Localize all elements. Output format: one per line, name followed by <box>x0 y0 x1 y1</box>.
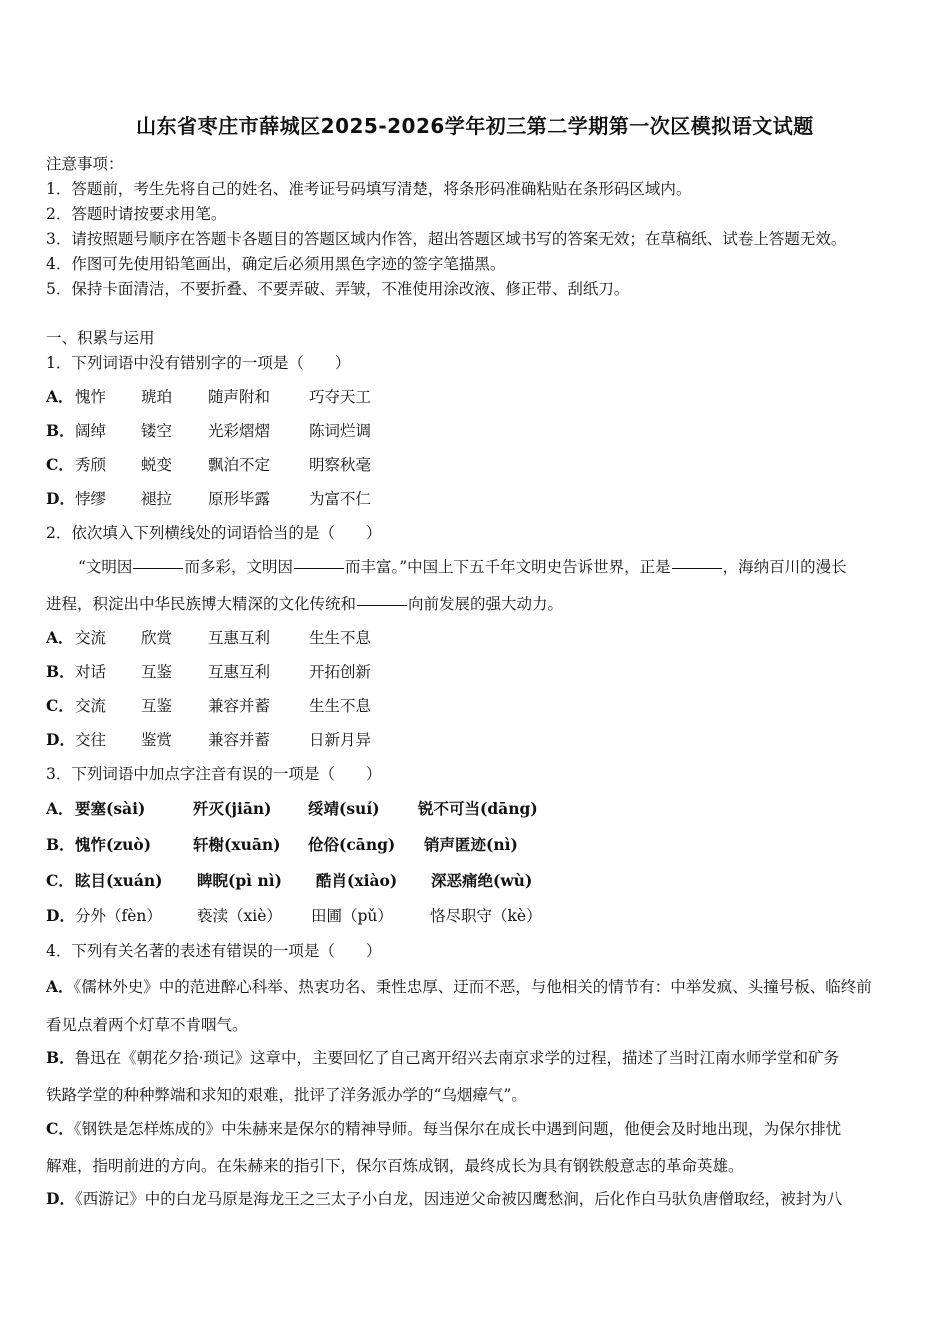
section-heading: 一、积累与运用 <box>46 329 155 347</box>
option-word: 互鉴 <box>141 663 173 681</box>
option-label: D． <box>46 906 75 925</box>
option-word: 分外（fèn） <box>75 907 162 925</box>
option-word: 原形毕露 <box>208 490 271 508</box>
option-word: 交流 <box>75 697 107 715</box>
option-word: 睥睨(pì nì) <box>197 871 282 890</box>
notice-item: 4．作图可先使用铅笔画出，确定后必须用黑色字迹的签字笔描黑。 <box>46 255 506 273</box>
fill-blank <box>672 567 722 569</box>
passage-text: 进程，积淀出中华民族博大精深的文化传统和 <box>46 595 357 613</box>
option-text: 鲁迅在《朝花夕拾·琐记》这章中，主要回忆了自己离开绍兴去南京求学的过程，描述了当时江南水师学堂和矿务 <box>74 1049 840 1067</box>
option-label: B． <box>46 662 75 681</box>
option-word: 深恶痛绝(wù) <box>431 871 533 890</box>
option-word: 亵渎（xiè） <box>197 907 282 925</box>
option-label: A． <box>46 799 74 818</box>
option-word: 愧怍(zuò) <box>75 835 152 854</box>
option-word: 飘泊不定 <box>208 456 271 474</box>
option-word: 秀颀 <box>75 456 107 474</box>
option-word: 互鉴 <box>141 697 173 715</box>
option-word: 兼容并蓄 <box>208 697 271 715</box>
option-text: 《西游记》中的白龙马原是海龙王之三太子小白龙，因违逆父命被囚鹰愁涧，后化作白马驮负唐僧取经，被封为八 <box>74 1190 843 1208</box>
option-word: 褪拉 <box>141 490 173 508</box>
option-word: 轩榭(xuān) <box>193 835 281 854</box>
option-word: 锐不可当(dāng) <box>418 799 538 818</box>
notice-heading: 注意事项： <box>46 155 124 173</box>
option-word: 阔绰 <box>75 422 107 440</box>
fill-blank <box>133 567 183 569</box>
option-word: 琥珀 <box>141 388 173 406</box>
option-word: 日新月异 <box>309 731 372 749</box>
option-word: 悖缪 <box>75 490 107 508</box>
notice-item: 5．保持卡面清洁，不要折叠、不要弄破、弄皱，不准使用涂改液、修正带、刮纸刀。 <box>46 280 630 298</box>
option-word: 为富不仁 <box>309 490 372 508</box>
option-word: 对话 <box>75 663 107 681</box>
option-word: 伧俗(cāng) <box>308 835 396 854</box>
option-word: 蜕变 <box>141 456 173 474</box>
notice-item: 2．答题时请按要求用笔。 <box>46 205 227 223</box>
option-word: 明察秋毫 <box>309 456 372 474</box>
option-word: 互惠互利 <box>208 629 271 647</box>
question-3-stem: 3．下列词语中加点字注音有误的一项是（ ） <box>46 765 382 783</box>
fill-blank <box>294 567 344 569</box>
q4-option-a-line-1 <box>46 975 872 997</box>
option-label: C． <box>46 455 74 474</box>
option-label: A． <box>46 387 74 406</box>
option-label: C． <box>46 871 74 890</box>
exam-title: 山东省枣庄市薛城区2025-2026学年初三第二学期第一次区模拟语文试题 <box>136 114 814 138</box>
option-word: 眩目(xuán) <box>75 871 163 890</box>
notice-item: 1．答题前，考生先将自己的姓名、准考证号码填写清楚，将条形码准确粘贴在条形码区域内。 <box>46 180 692 198</box>
option-word: 要塞(sài) <box>75 799 146 818</box>
option-text: 《钢铁是怎样炼成的》中朱赫来是保尔的精神导师。每当保尔在成长中遇到问题，他便会及时地出现，为保尔排忧 <box>73 1120 842 1138</box>
passage-text: 向前发展的强大动力。 <box>408 595 564 613</box>
passage-text: 而丰富。”中国上下五千年文明史告诉世界，正是 <box>344 558 671 576</box>
option-word: 生生不息 <box>309 697 372 715</box>
option-word: 光彩熠熠 <box>208 422 271 440</box>
option-word: 歼灭(jiān) <box>193 799 272 818</box>
option-word: 田圃（pǔ） <box>311 907 393 925</box>
question-2-stem: 2．依次填入下列横线处的词语恰当的是（ ） <box>46 524 382 542</box>
option-label: B． <box>46 1048 75 1067</box>
option-word: 酷肖(xiào) <box>316 871 398 890</box>
option-label: B． <box>46 421 75 440</box>
q4-option-c-line-2: 解难，指明前进的方向。在朱赫来的指引下，保尔百炼成钢，最终成长为具有钢铁般意志的革命英雄。 <box>46 1157 744 1175</box>
option-word: 恪尽职守（kè） <box>430 907 542 925</box>
option-word: 生生不息 <box>309 629 372 647</box>
option-word: 绥靖(suí) <box>308 799 380 818</box>
q2-passage-line-1 <box>78 555 906 577</box>
option-word: 欣赏 <box>141 629 173 647</box>
q4-option-a-line-2: 看见点着两个灯草不肯咽气。 <box>46 1016 248 1034</box>
option-text: 《儒林外史》中的范进醉心科举、热衷功名、秉性忠厚、迂而不恶，与他相关的情节有：中举发疯、头撞号板、临终前 <box>73 978 872 996</box>
option-label: A． <box>46 628 74 647</box>
q2-passage-line-2 <box>46 592 563 614</box>
q4-option-d-line-1 <box>46 1187 842 1209</box>
question-4-stem: 4．下列有关名著的表述有错误的一项是（ ） <box>46 942 382 960</box>
passage-text: “文明因 <box>78 558 133 576</box>
option-label: C． <box>46 1119 74 1138</box>
option-word: 陈词烂调 <box>309 422 372 440</box>
notice-item: 3．请按照题号顺序在答题卡各题目的答题区域内作答，超出答题区域书写的答案无效；在草稿纸、试卷上答题无效。 <box>46 230 847 248</box>
q4-option-c-line-1 <box>46 1117 841 1139</box>
option-word: 随声附和 <box>208 388 271 406</box>
fill-blank <box>357 604 407 606</box>
option-word: 巧夺天工 <box>309 388 372 406</box>
option-label: D． <box>46 730 75 749</box>
option-word: 兼容并蓄 <box>208 731 271 749</box>
option-label: D． <box>46 1189 75 1208</box>
option-label: D． <box>46 489 75 508</box>
option-word: 镂空 <box>141 422 173 440</box>
q4-option-b-line-2: 铁路学堂的种种弊端和求知的艰难，批评了洋务派办学的“乌烟瘴气”。 <box>46 1086 527 1104</box>
option-word: 销声匿迹(nì) <box>424 835 518 854</box>
option-word: 开拓创新 <box>309 663 372 681</box>
option-word: 互惠互利 <box>208 663 271 681</box>
option-word: 鉴赏 <box>141 731 173 749</box>
option-label: A． <box>46 977 74 996</box>
passage-text: ，海纳百川的漫长 <box>722 558 847 576</box>
option-word: 愧怍 <box>75 388 107 406</box>
option-word: 交往 <box>75 731 107 749</box>
option-word: 交流 <box>75 629 107 647</box>
option-label: C． <box>46 696 74 715</box>
q4-option-b-line-1 <box>46 1046 839 1068</box>
option-label: B． <box>46 835 75 854</box>
passage-text: 而多彩，文明因 <box>184 558 293 576</box>
question-1-stem: 1．下列词语中没有错别字的一项是（ ） <box>46 354 351 372</box>
